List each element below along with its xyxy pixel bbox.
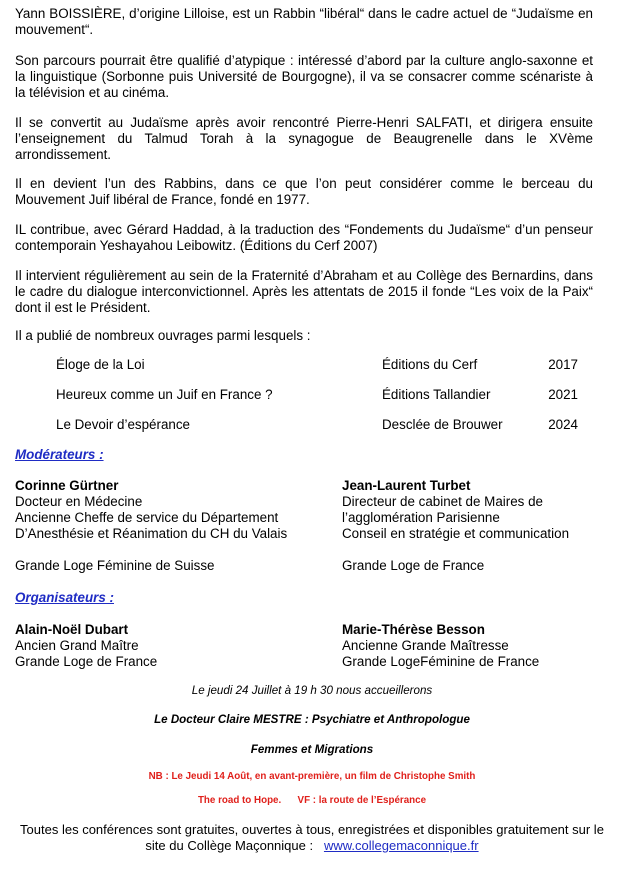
person-title: Directeur de cabinet de Maires de xyxy=(342,494,543,509)
bio-paragraph-7: Il a publié de nombreux ouvrages parmi lesquels : xyxy=(15,328,311,343)
book-year: 2017 xyxy=(548,357,578,372)
person-lodge: Grande LogeFéminine de France xyxy=(342,654,540,669)
organizer-left xyxy=(15,622,157,670)
person-title: Docteur en Médecine xyxy=(15,494,143,509)
organizer-right xyxy=(342,622,539,670)
bio-paragraph-3: Il se convertit au Judaïsme après avoir rencontré Pierre-Henri SALFATI, et dirigera ensuite l’enseignement du Talmud Torah à la synagogue de Beaugrenelle dans le XVème arrondissement. xyxy=(15,115,593,162)
book-publisher: Desclée de Brouwer xyxy=(382,417,503,432)
announcement-topic: Femmes et Migrations xyxy=(250,743,374,756)
book-title: Heureux comme un Juif en France ? xyxy=(56,387,273,402)
bio-paragraph-2: Son parcours pourrait être qualifié d’atypique : intéressé d’abord par la culture anglo-saxonne et la linguistique (Sorbonne puis Université de Bourgogne), il va se consacrer comme scénariste à la télévision et au cinéma. xyxy=(15,53,593,100)
person-lodge: Grande Loge de France xyxy=(342,558,485,573)
person-title: D’Anesthésie et Réanimation du CH du Valais xyxy=(15,526,288,541)
book-publisher: Éditions du Cerf xyxy=(382,357,478,372)
bio-paragraph-5: IL contribue, avec Gérard Haddad, à la traduction des “Fondements du Judaïsme“ d’un penseur contemporain Yeshayahou Leibowitz. (Éditions du Cerf 2007) xyxy=(15,222,593,253)
book-publisher: Éditions Tallandier xyxy=(382,387,491,402)
moderator-right-lodge xyxy=(342,558,484,574)
person-lodge: Grande Loge de France xyxy=(15,654,158,669)
announcement-date: Le jeudi 24 Juillet à 19 h 30 nous accueillerons xyxy=(191,684,433,697)
moderator-right xyxy=(342,478,569,542)
person-title: l’agglomération Parisienne xyxy=(342,510,500,525)
person-name: Jean-Laurent Turbet xyxy=(342,478,471,493)
organizers-heading: Organisateurs : xyxy=(15,590,114,605)
footer-line-1: Toutes les conférences sont gratuites, ouvertes à tous, enregistrées et disponibles gratuitement sur le xyxy=(20,822,604,837)
book-row xyxy=(56,387,578,403)
announcement-speaker: Le Docteur Claire MESTRE : Psychiatre et Anthropologue xyxy=(154,713,470,726)
person-name: Marie-Thérèse Besson xyxy=(342,622,485,637)
book-title: Éloge de la Loi xyxy=(56,357,145,372)
footer-site-label: site du Collège Maçonnique : xyxy=(145,838,314,853)
person-title: Ancien Grand Maître xyxy=(15,638,139,653)
bio-paragraph-6: Il intervient régulièrement au sein de la Fraternité d’Abraham et au Collège des Bernardins, dans le cadre du dialogue interconvictionnel. Après les attentats de 2015 il fonde “Les voix de la Paix“ dont il est le Président. xyxy=(15,268,593,315)
person-name: Corinne Gürtner xyxy=(15,478,119,493)
moderator-left xyxy=(15,478,287,542)
person-title: Conseil en stratégie et communication xyxy=(342,526,570,541)
book-year: 2024 xyxy=(548,417,578,432)
note-line-2: The road to Hope. VF : la route de l’Espérance xyxy=(197,795,427,806)
bio-paragraph-1: Yann BOISSIÈRE, d’origine Lilloise, est un Rabbin “libéral“ dans le cadre actuel de “Judaïsme en mouvement“. xyxy=(15,6,593,37)
book-title: Le Devoir d’espérance xyxy=(56,417,190,432)
book-row xyxy=(56,357,578,373)
bio-paragraph-4: Il en devient l’un des Rabbins, dans ce que l’on peut considérer comme le berceau du Mouvement Juif libéral de France, fondé en 1977. xyxy=(15,176,593,207)
book-row xyxy=(56,417,578,433)
note-line-1: NB : Le Jeudi 14 Août, en avant-première, un film de Christophe Smith xyxy=(148,771,476,782)
person-title: Ancienne Grande Maîtresse xyxy=(342,638,509,653)
footer-line-2 xyxy=(0,838,624,854)
website-link[interactable]: www.collegemaconnique.fr xyxy=(323,838,479,853)
person-lodge: Grande Loge Féminine de Suisse xyxy=(15,558,215,573)
moderator-left-lodge xyxy=(15,558,215,574)
person-title: Ancienne Cheffe de service du Département xyxy=(15,510,279,525)
moderators-heading: Modérateurs : xyxy=(15,447,104,462)
person-name: Alain-Noël Dubart xyxy=(15,622,129,637)
book-year: 2021 xyxy=(548,387,578,402)
